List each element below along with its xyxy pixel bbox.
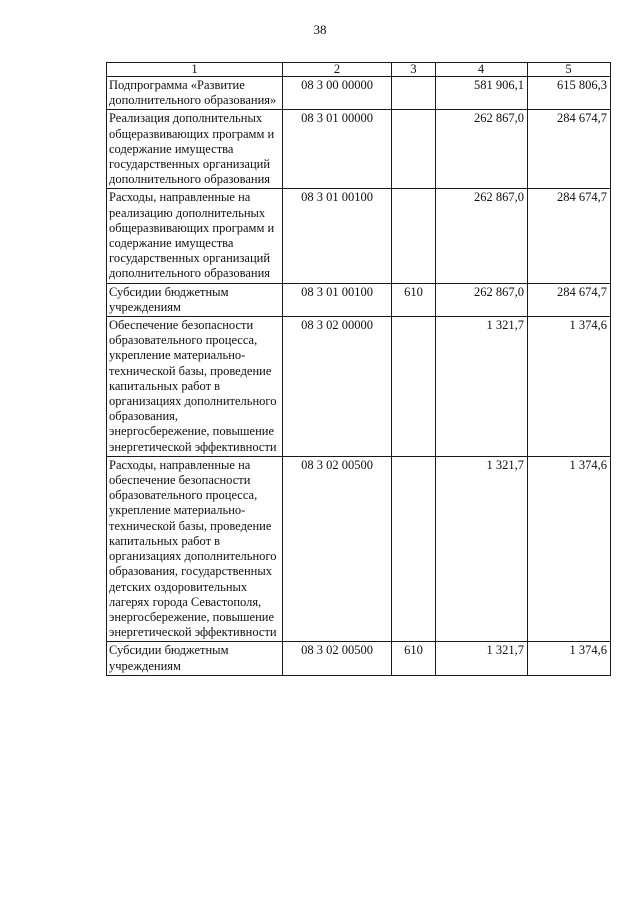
table-row bbox=[107, 317, 611, 457]
row-code-cell: 08 3 01 00100 bbox=[283, 189, 392, 283]
row-value-1-cell: 262 867,0 bbox=[436, 189, 528, 283]
table-row bbox=[107, 110, 611, 189]
row-code-cell: 08 3 02 00000 bbox=[283, 317, 392, 457]
row-name-cell: Реализация дополнительных общеразвивающих программ и содержание имущества государственных организаций дополнительного образования bbox=[107, 110, 283, 189]
row-value-1-cell: 1 321,7 bbox=[436, 317, 528, 457]
page-number: 38 bbox=[313, 22, 327, 37]
table-row bbox=[107, 642, 611, 675]
row-value-2-cell: 284 674,7 bbox=[528, 189, 611, 283]
row-code-cell: 08 3 00 00000 bbox=[283, 77, 392, 110]
table-row bbox=[107, 189, 611, 283]
column-header-4: 4 bbox=[436, 63, 528, 77]
row-type-cell bbox=[392, 317, 436, 457]
row-type-cell bbox=[392, 189, 436, 283]
row-code-cell: 08 3 02 00500 bbox=[283, 456, 392, 641]
row-type-cell bbox=[392, 456, 436, 641]
row-code-cell: 08 3 02 00500 bbox=[283, 642, 392, 675]
column-header-3: 3 bbox=[392, 63, 436, 77]
table-row bbox=[107, 456, 611, 641]
row-type-cell: 610 bbox=[392, 642, 436, 675]
table-row bbox=[107, 77, 611, 110]
row-code-cell: 08 3 01 00000 bbox=[283, 110, 392, 189]
row-type-cell bbox=[392, 110, 436, 189]
column-header-2: 2 bbox=[283, 63, 392, 77]
column-header-5: 5 bbox=[528, 63, 611, 77]
row-value-1-cell: 581 906,1 bbox=[436, 77, 528, 110]
row-value-2-cell: 615 806,3 bbox=[528, 77, 611, 110]
row-name-cell: Субсидии бюджетным учреждениям bbox=[107, 283, 283, 316]
row-name-cell: Расходы, направленные на обеспечение безопасности образовательного процесса, укрепление материально-технической базы, проведение капитальных работ в организациях дополнительного образования, государственных детских оздоровительных лагерях города Севастополя, энергосбережение, повышение энергетической эффективности bbox=[107, 456, 283, 641]
row-value-1-cell: 1 321,7 bbox=[436, 642, 528, 675]
row-value-1-cell: 262 867,0 bbox=[436, 283, 528, 316]
row-value-1-cell: 1 321,7 bbox=[436, 456, 528, 641]
row-name-cell: Субсидии бюджетным учреждениям bbox=[107, 642, 283, 675]
row-name-cell: Обеспечение безопасности образовательного процесса, укрепление материально-технической базы, проведение капитальных работ в организациях дополнительного образования, энергосбережение, повышение энергетической эффективности bbox=[107, 317, 283, 457]
budget-table bbox=[106, 62, 611, 676]
row-value-1-cell: 262 867,0 bbox=[436, 110, 528, 189]
row-name-cell: Подпрограмма «Развитие дополнительного образования» bbox=[107, 77, 283, 110]
row-value-2-cell: 1 374,6 bbox=[528, 642, 611, 675]
table-row bbox=[107, 283, 611, 316]
row-value-2-cell: 1 374,6 bbox=[528, 456, 611, 641]
row-type-cell: 610 bbox=[392, 283, 436, 316]
row-value-2-cell: 1 374,6 bbox=[528, 317, 611, 457]
row-code-cell: 08 3 01 00100 bbox=[283, 283, 392, 316]
row-value-2-cell: 284 674,7 bbox=[528, 110, 611, 189]
row-type-cell bbox=[392, 77, 436, 110]
row-name-cell: Расходы, направленные на реализацию дополнительных общеразвивающих программ и содержание имущества государственных организаций дополнительного образования bbox=[107, 189, 283, 283]
table-header-row bbox=[107, 63, 611, 77]
column-header-1: 1 bbox=[107, 63, 283, 77]
row-value-2-cell: 284 674,7 bbox=[528, 283, 611, 316]
